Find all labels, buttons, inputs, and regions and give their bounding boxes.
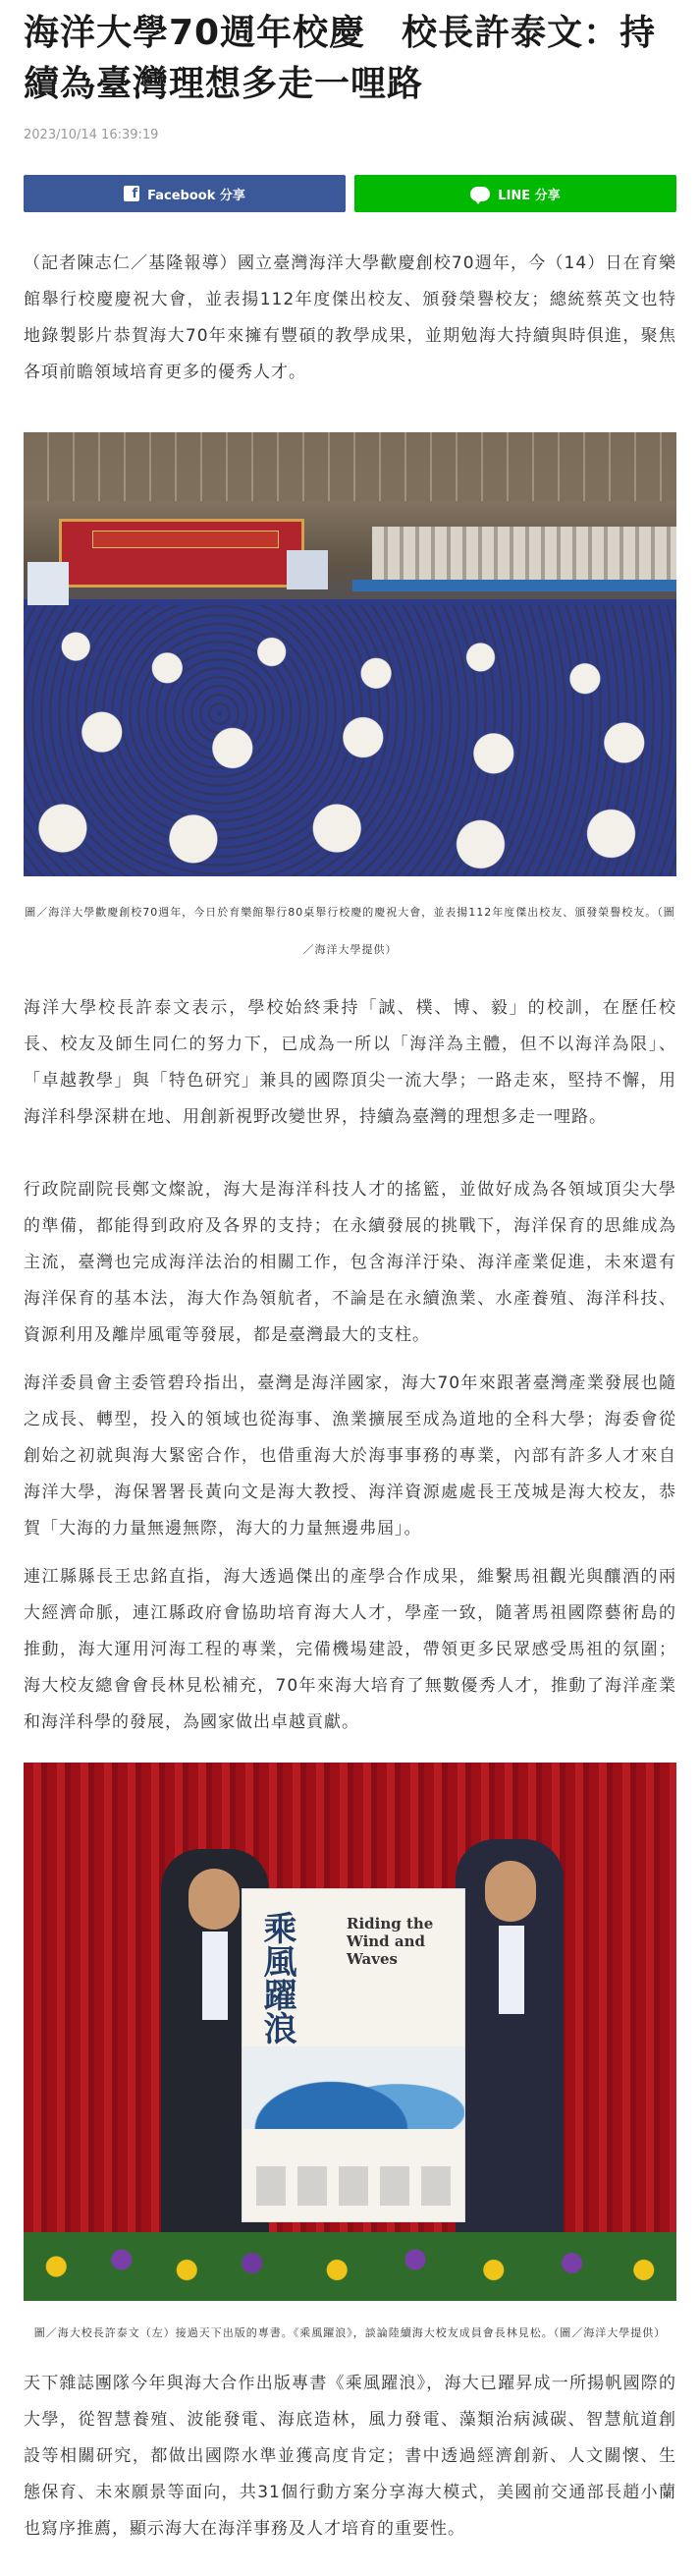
article-paragraph-5: 連江縣縣長王忠銘直指，海大透過傑出的產學合作成果，維繫馬祖觀光與釀酒的兩大經濟命脈，連江縣政府會協助培育海大人才，學產一致，隨著馬祖國際藝術島的推動，海大運用河海工程的專業，完備機場建設，帶領更多民眾感受馬祖的氛圍；海大校友總會會長林見松補充，70年來海大培育了無數優秀人才，推動了海洋產業和海洋科學的發展，為國家做出卓越貢獻。 (24, 1567, 676, 1732)
line-share-label: LINE 分享 (498, 188, 561, 203)
article-paragraph-4: 海洋委員會主委管碧玲指出，臺灣是海洋國家，海大70年來跟著臺灣產業發展也隨之成長、轉型，投入的領域也從海事、漁業擴展至成為道地的全科大學；海委會從創始之初就與海大緊密合作，也借重海大於海事事務的專業，內部有許多人才來自海洋大學，海保署署長黃向文是海大教授、海洋資源處處長王茂城是海大校友，恭賀「大海的力量無邊無際，海大的力量無邊弗屆」。 (24, 1373, 676, 1539)
line-icon (470, 187, 490, 201)
article-paragraph-6: 天下雜誌團隊今年與海大合作出版專書《乘風躍浪》，海大已躍昇成一所揚帆國際的大學，從智慧養殖、波能發電、海底造林，風力發電、藻類治病減碳、智慧航道創設等相關研究，都做出國際水準並獲高度肯定；書中透過經濟創新、人文關懷、生態保育、未來願景等面向，共31個行動方案分享海大模式，美國前交通部長趙小蘭也寫序推薦，顯示海大在海洋事務及人才培育的重要性。 (24, 2374, 676, 2539)
poster-title-zh: 乘風躍浪 (257, 1911, 296, 2044)
stage (59, 519, 304, 588)
facebook-icon: f (124, 186, 139, 201)
book-presentation-photo (24, 1763, 676, 2301)
article-paragraph-2: 海洋大學校長許泰文表示，學校始終秉持「誠、樸、博、毅」的校訓，在歷任校長、校友及師生同仁的努力下，已成為一所以「海洋為主體，但不以海洋為限」、「卓越教學」與「特色研究」兼具的國際頂尖一流大學；一路走來，堅持不懈，用海洋科學深耕在地、用創新視野改變世界，持續為臺灣的理想多走一哩路。 (24, 998, 676, 1127)
share-buttons (24, 175, 676, 212)
flower-arrangement (24, 2232, 676, 2301)
facebook-share-button[interactable] (24, 175, 346, 212)
banquet-hall-photo (24, 432, 676, 876)
article-title: 海洋大學70週年校慶 校長許泰文：持續為臺灣理想多走一哩路 (24, 13, 657, 104)
photo-caption-2: 圖／海大校長許泰文（左）接過天下出版的專書。《乘風躍浪》，談論陸續海大校友成員會長林見松。（圖／海洋大學提供） (33, 2326, 667, 2339)
article-paragraph-1: （記者陳志仁／基隆報導）國立臺灣海洋大學歡慶創校70週年，今（14）日在育樂館舉行校慶慶祝大會，並表揚112年度傑出校友、頒發榮譽校友；總統蔡英文也特地錄製影片恭賀海大70年來擁有豐碩的教學成果，並期勉海大持續與時俱進，聚焦各項前瞻領域培育更多的優秀人才。 (24, 253, 676, 382)
facebook-share-label: Facebook 分享 (147, 188, 245, 203)
photo-caption-1: 圖／海洋大學歡慶創校70週年，今日於育樂館舉行80桌舉行校慶的慶祝大會，並表揚112年度傑出校友、頒發榮譽校友。（圖／海洋大學提供） (25, 906, 675, 956)
poster-title-en: Riding the Wind and Waves (347, 1915, 434, 1968)
article-paragraph-3: 行政院副院長鄭文燦說，海大是海洋科技人才的搖籃，並做好成為各領域頂尖大學的準備，都能得到政府及各界的支持；在永續發展的挑戰下，海洋保育的思維成為主流，臺灣也完成海洋法治的相關工作，包含海洋汙染、海洋產業促進，未來還有海洋保育的基本法，海大作為領航者，不論是在永續漁業、水產養殖、海洋科技、資源利用及離岸風電等發展，都是臺灣最大的支柱。 (24, 1180, 676, 1345)
article-datetime: 2023/10/14 16:39:19 (24, 128, 159, 142)
book-poster (242, 1888, 465, 2222)
line-share-button[interactable] (354, 175, 676, 212)
